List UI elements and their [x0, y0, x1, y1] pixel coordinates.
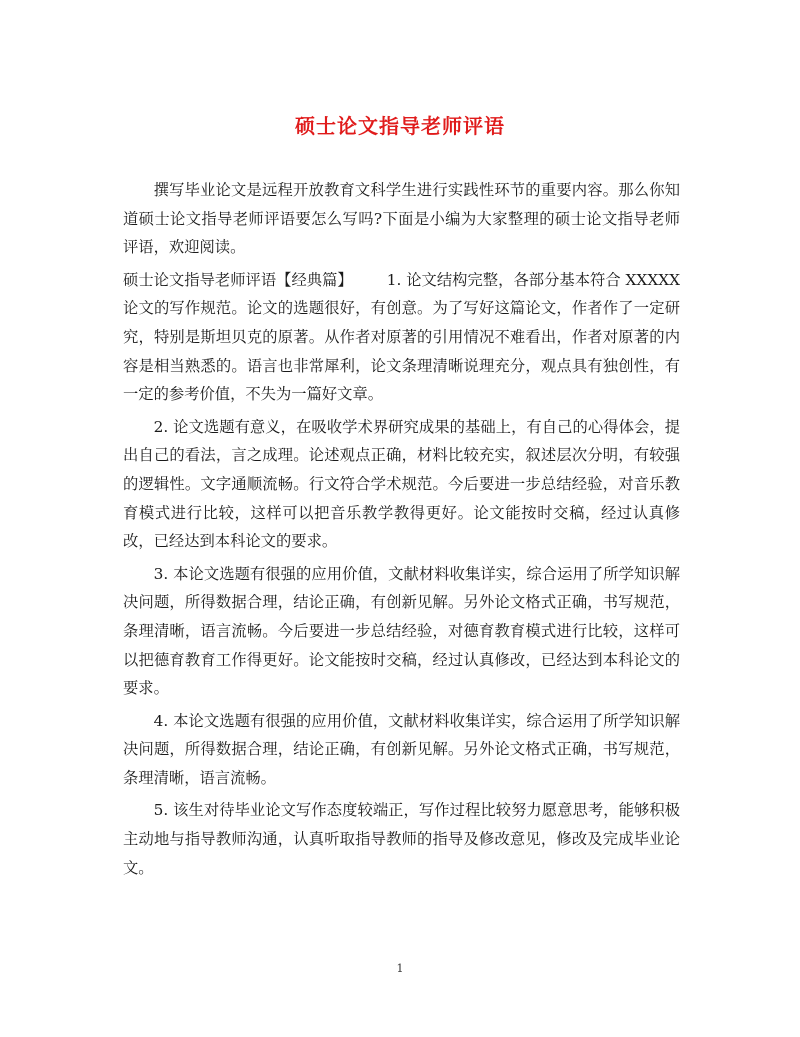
page-number: 1	[396, 962, 404, 975]
comment-item-3: 3. 本论文选题有很强的应用价值，文献材料收集详实，综合运用了所学知识解决问题，所得数据合理，结论正确，有创新见解。另外论文格式正确，书写规范，条理清晰，语言流畅。今后要进一步总结经验，对德育教育模式进行比较，这样可以把德育教育工作得更好。论文能按时交稿，经过认真修改，已经达到本科论文的要求。	[123, 564, 680, 698]
comment-item-2: 2. 论文选题有意义，在吸收学术界研究成果的基础上，有自己的心得体会，提出自己的看法，言之成理。论述观点正确，材料比较充实，叙述层次分明，有较强的逻辑性。文字通顺流畅。行文符合学术规范。今后要进一步总结经验，对音乐教育模式进行比较，这样可以把音乐教学教得更好。论文能按时交稿，经过认真修改，已经达到本科论文的要求。	[123, 417, 680, 551]
section-paragraph-1	[123, 266, 680, 409]
intro-paragraph: 撰写毕业论文是远程开放教育文科学生进行实践性环节的重要内容。那么你知道硕士论文指导老师评语要怎么写吗?下面是小编为大家整理的硕士论文指导老师评语，欢迎阅读。	[123, 181, 680, 257]
comment-item-1: 1. 论文结构完整，各部分基本符合 XXXXX 论文的写作规范。论文的选题很好，有创意。为了写好这篇论文，作者作了一定研究，特别是斯坦贝克的原著。从作者对原著的引用情况不难看出，作者对原著的内容是相当熟悉的。语言也非常犀利，论文条理清晰说理充分，观点具有独创性，有一定的参考价值，不失为一篇好文章。	[123, 270, 680, 404]
page-title: 硕士论文指导老师评语	[295, 114, 505, 138]
comment-item-5: 5. 该生对待毕业论文写作态度较端正，写作过程比较努力愿意思考，能够积极主动地与指导教师沟通，认真听取指导教师的指导及修改意见，修改及完成毕业论文。	[123, 801, 680, 877]
document-body	[123, 176, 680, 886]
comment-item-4: 4. 本论文选题有很强的应用价值，文献材料收集详实，综合运用了所学知识解决问题，所得数据合理，结论正确，有创新见解。另外论文格式正确，书写规范，条理清晰，语言流畅。	[123, 711, 680, 787]
section-heading: 硕士论文指导老师评语【经典篇】	[123, 270, 353, 289]
